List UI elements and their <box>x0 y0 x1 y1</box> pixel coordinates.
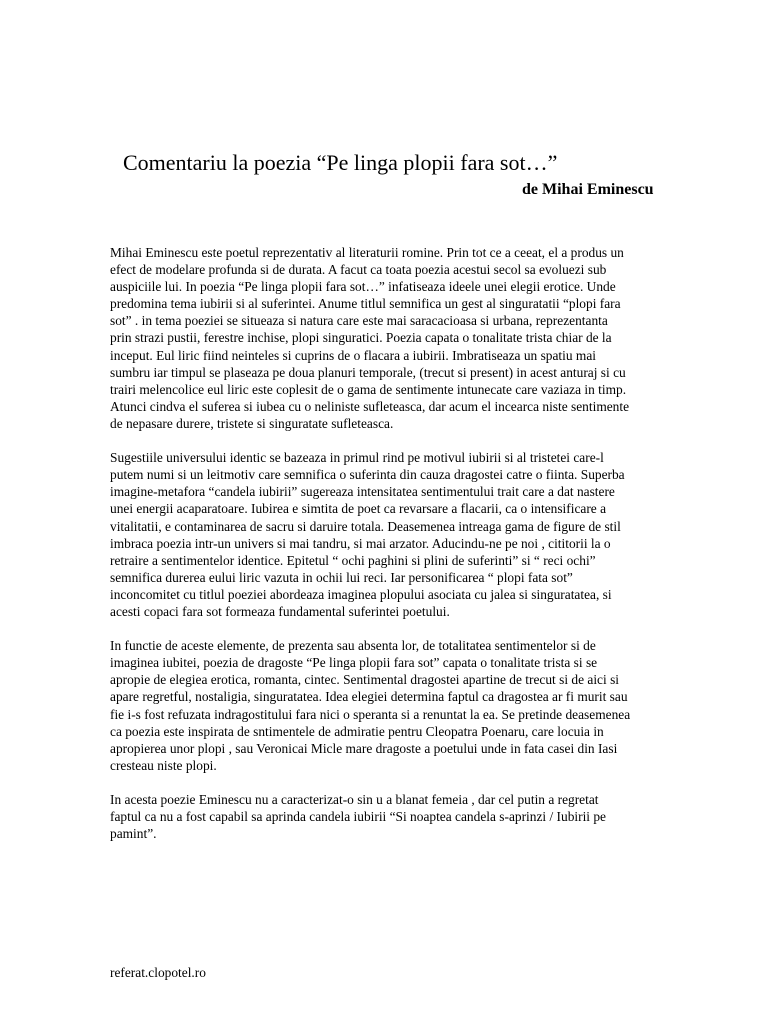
text-line: putem numi si un leitmotiv care semnifica o suferinta din cauza dragostei catre o fiinta. Superba <box>110 467 625 483</box>
text-line: imaginea iubitei, poezia de dragoste “Pe linga plopii fara sot” capata o tonalitate trista si se <box>110 655 598 671</box>
text-line: cresteau niste plopi. <box>110 757 217 773</box>
text-line: retraire a sentimentelor identice. Epitetul “ ochi paghini si plini de suferinti” si “ reci ochi” <box>110 552 596 568</box>
paragraph-gap <box>110 774 710 791</box>
text-line: inceput. Eul liric fiind neinteles si cuprins de o flacara a iubirii. Imbratiseaza un spatiu mai <box>110 347 596 363</box>
text-line: trairi melencolice eul liric este coplesit de o gama de sentimente intunecate care vaziaza in timp. <box>110 381 627 397</box>
text-line: sot” . in tema poeziei se situeaza si natura care este mai saracacioasa si urbana, reprezentanta <box>110 313 608 329</box>
text-line: semnifica durerea eului liric vazuta in ochii lui reci. Iar personificarea “ plopi fata sot” <box>110 569 573 585</box>
text-line: inconcomitet cu titlul poeziei abordeaza imaginea plopului asociata cu jalea si singuratatea, si <box>110 586 612 602</box>
text-line: vitalitatii, e contaminarea de sacru si daruire totala. Deasemenea intreaga gama de figure de stil <box>110 518 621 534</box>
text-line: fie i-s fost refuzata indragostitului fara nici o speranta si a renuntat la ea. Se pretinde deasemenea <box>110 706 631 722</box>
paragraph <box>110 244 710 432</box>
document-body <box>110 244 710 842</box>
text-line: prin strazi pustii, ferestre inchise, plopi singuratici. Poezia capata o tonalitate trista chiar de la <box>110 330 612 346</box>
paragraph-gap <box>110 432 710 449</box>
paragraph-gap <box>110 620 710 637</box>
text-line: pamint”. <box>110 826 157 842</box>
paragraph <box>110 637 710 774</box>
text-line: imbraca poezia intr-un univers si mai tandru, si mai arzator. Aducindu-ne pe noi , cititorii la o <box>110 535 611 551</box>
text-line: efect de modelare profunda si de durata. A facut ca toata poezia acestui secol sa evoluezi sub <box>110 262 607 278</box>
paragraph <box>110 449 710 620</box>
text-line: In acesta poezie Eminescu nu a caracterizat-o sin u a blanat femeia , dar cel putin a regretat <box>110 792 599 807</box>
text-line: unei energii acaparatoare. Iubirea e simtita de poet ca revarsare a flacarii, ca o intensificare a <box>110 501 607 517</box>
text-line: ca poezia este inspirata de sntimentele de admiratie pentru Cleopatra Poenaru, care locuia in <box>110 723 604 739</box>
paragraph <box>110 791 710 842</box>
text-line: imagine-metafora “candela iubirii” sugereaza intensitatea sentimentului trait care a dat nastere <box>110 484 615 500</box>
text-line: Mihai Eminescu este poetul reprezentativ al literaturii romine. Prin tot ce a ceeat, el a produs un <box>110 245 624 260</box>
text-line: sumbru iar timpul se plaseaza pe doua planuri temporale, (trecut si present) in acest anturaj si cu <box>110 364 626 380</box>
document-author: de Mihai Eminescu <box>522 181 654 198</box>
text-line: apropierea unor plopi , sau Veronicai Micle mare dragoste a poetului unde in fata casei din Iasi <box>110 740 618 756</box>
source-footer: referat.clopotel.ro <box>110 965 206 980</box>
text-line: de nepasare durere, tristete si singuratate sufleteasca. <box>110 415 394 431</box>
text-line: faptul ca nu a fost capabil sa aprinda candela iubirii “Si noaptea candela s-aprinzi / Iubirii pe <box>110 809 606 825</box>
text-line: Atunci cindva el suferea si iubea cu o neliniste sufleteasca, dar acum el incearca niste sentimente <box>110 398 630 414</box>
text-line: In functie de aceste elemente, de prezenta sau absenta lor, de totalitatea sentimentelor si de <box>110 638 596 654</box>
text-line: apropie de elegiea erotica, romanta, cintec. Sentimental dragostei apartine de trecut si de aici si <box>110 672 619 688</box>
document-title: Comentariu la poezia “Pe linga plopii fara sot…” <box>123 150 558 175</box>
text-line: apare regretful, nostaligia, singuratatea. Idea elegiei determina faptul ca dragostea ar fi murit sau <box>110 689 628 705</box>
text-line: acesti copaci fara sot formeaza fundamental suferintei poetului. <box>110 603 450 619</box>
text-line: Sugestiile universului identic se bazeaza in primul rind pe motivul iubirii si al tristetei care-l <box>110 450 604 466</box>
text-line: predomina tema iubirii si al suferintei. Anume titlul semnifica un gest al singuratatii “plopi fara <box>110 296 621 312</box>
text-line: auspiciile lui. In poezia “Pe linga plopii fara sot…” infatiseaza ideele unei elegii erotice. Unde <box>110 279 616 295</box>
